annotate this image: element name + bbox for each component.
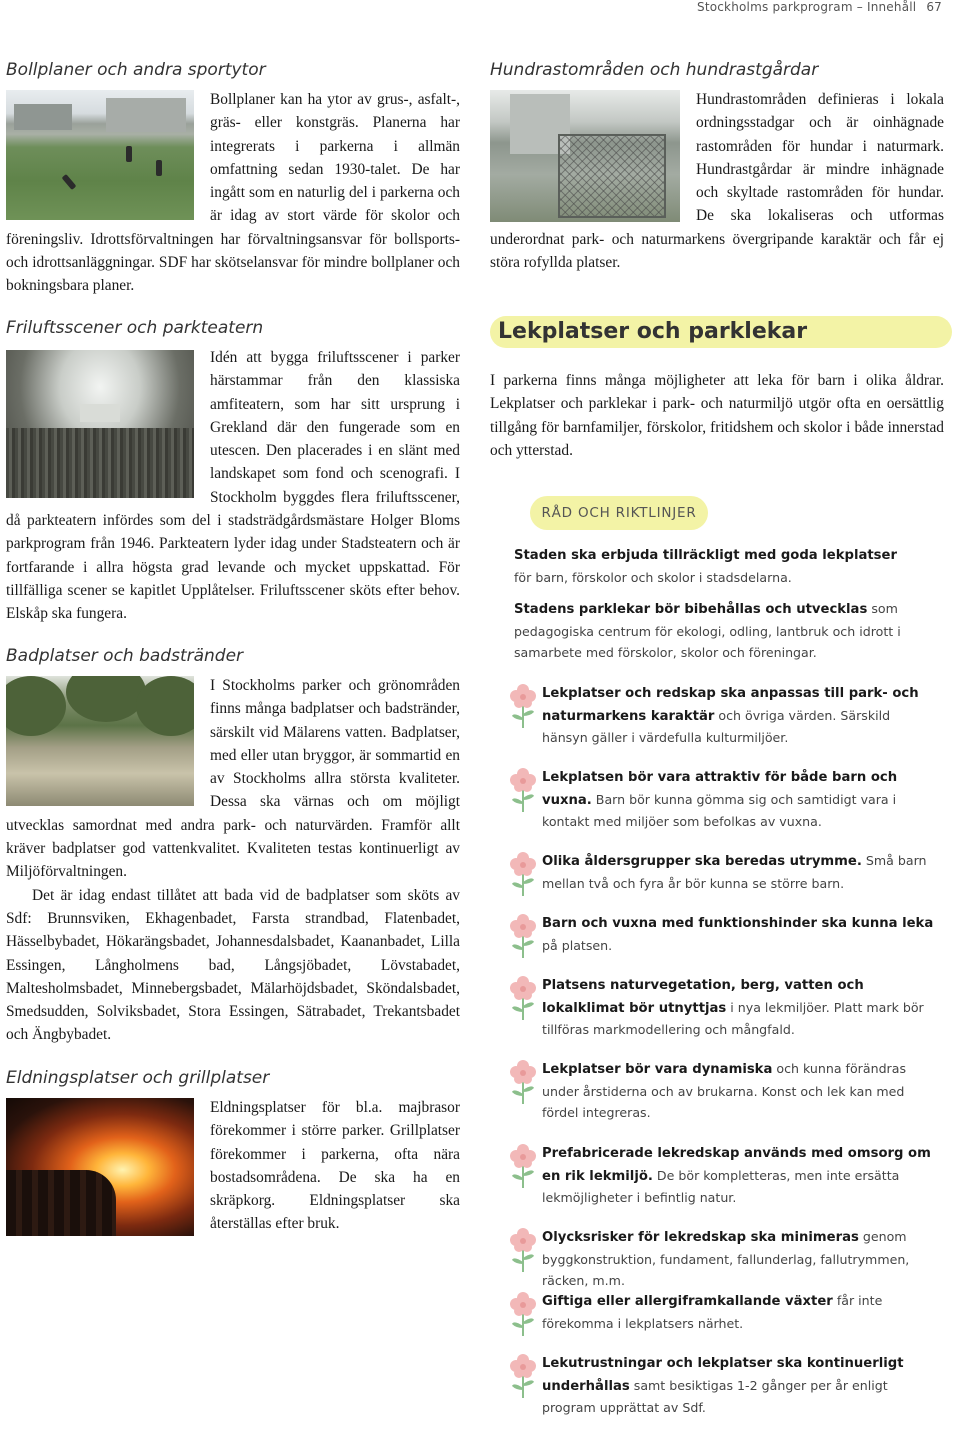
guideline-2: Stadens parklekar bör bibehållas och utvecklas som pedagogiska centrum för ekologi, odling, lantbruk och idrott i samarbete med förskolor, skolor och föreningar. [514,601,901,660]
rule-4: Barn och vuxna med funktionshinder ska kunna leka på platsen. [542,916,934,953]
sport-body [6,88,460,298]
flower-icon [508,682,538,730]
flower-icon [508,974,538,1022]
dogs-body [490,88,944,274]
rule-10: Lekutrustningar och lekplatser ska kontinuerligt underhållas samt besiktigas 1-2 gånger per år enligt program upprättat av Sdf. [542,1356,904,1415]
rule-1: Lekplatser och redskap ska anpassas till park- och naturmarkens karaktär och övriga värden. Särskild hänsyn gäller i värdefulla kulturmiljöer. [542,686,919,745]
bonfire-photo [6,1098,194,1236]
beach-list-text: Det är idag endast tillåtet att bada vid de badplatser som sköts av Sdf: Brunnsviken, Ekhagenbadet, Farsta strandbad, Flatenbadet, Hässelbybadet, Hökarängsbadet, Johannesdalsbadet, Kaananbadet, Lilla Essingen, Långholmens bad, Långsjöbadet, Lövstabadet, Maltesholmsbadet, Minnebergsbadet, Mälarhöjdsbadet, Sköndalsbadet, Smedsudden, Solviksbadet, Stora Essingen, Sätrabadet, Trekantsbadet och Ängbybadet. [6,886,460,1044]
football-field-photo [6,90,194,220]
dog-area-photo [490,90,680,222]
fire-text: Eldningsplatser för bl.a. majbrasor förekommer i större parker. Grillplatser förekommer i parkerna, ofta nära bostadsområdena. De ska ha en skräpkorg. Eldningsplatser ska återställas efter bruk. [210,1099,460,1233]
section-title-play: Lekplatser och parklekar [490,316,952,348]
beach-body [6,674,460,1047]
rule-5: Platsens naturvegetation, berg, vatten och lokalklimat bör utnyttjas i nya lekmiljöer. Platt mark bör tillföras markmodellering och mångfald. [542,978,924,1037]
rule-2: Lekplatsen bör vara attraktiv för både barn och vuxna. Barn bör kunna gömma sig och samtidigt vara i kontakt med miljöer som befolkas av vuxna. [542,770,898,829]
fire-body [6,1096,460,1240]
page-number: 67 [926,0,942,14]
rule-6: Lekplatser bör vara dynamiska och kunna förändras under årstiderna och av brukarna. Konst och lek kan med fördel integreras. [542,1061,907,1120]
beach-photo [6,676,194,806]
play-text: I parkerna finns många möjligheter att leka för barn i olika åldrar. Lekplatser och parklekar i park- och naturmiljö utgör ofta en oersättlig tillgång för barnfamiljer, förskolor, fritidshem och skolor i både innerstad och ytterstad. [490,372,944,459]
flower-icon [508,1142,538,1190]
rule-7: Prefabricerade lekredskap används med omsorg om en rik lekmiljö. De bör kompletteras, men inte ersätta lekmöjligheter i befintlig natur. [542,1146,931,1205]
guideline-1: Staden ska erbjuda tillräckligt med goda lekplatser för barn, förskolor och skolor i stadsdelarna. [514,548,897,585]
rule-3: Olika åldersgrupper ska beredas utrymme. Små barn mellan två och fyra år bör kunna se större barn. [542,853,927,891]
flower-icon [508,1352,538,1400]
running-title: Stockholms parkprogram – Innehåll [697,0,917,14]
flower-icon [508,850,538,898]
section-title-fire: Eldningsplatser och grillplatser [6,1068,270,1088]
section-title-theatre: Friluftsscener och parkteatern [6,318,264,338]
open-air-theatre-photo [6,350,194,498]
section-title-beach: Badplatser och badstränder [6,646,244,666]
flower-icon [508,1226,538,1274]
running-head [697,0,942,14]
section-title-sport: Bollplaner och andra sportytor [6,60,266,80]
play-body [490,369,944,462]
flower-icon [508,1290,538,1338]
sport-text: Bollplaner kan ha ytor av grus-, asfalt-, gräs- eller konstgräs. Planerna har integrerats i parkerna i allmän omfattning sedan 1930-talet. De har ingått som en naturlig del i parkerna och är idag av stort värde för skolor och föreningsliv. Idrottsförvaltningen har förvaltningsansvar för bollsports- och idrottsanläggningar. SDF har skötselansvar för mindre bollplaner och bokningsbara planer. [6,91,460,295]
guidelines-tag: RÅD OCH RIKTLINJER [530,496,708,530]
beach-text: I Stockholms parker och grönområden finns många badplatser och badstränder, särskilt vid Mälarens vatten. Badplatser, med eller utan bryggor, är sommartid en av Stockholms allra största kvaliteter. Dessa ska värnas och om möjligt utvecklas samordnat med andra park- och naturvärden. Framför allt kräver badplatser god vattenkvalitet. Kvaliteten testas kontinuerligt av Miljöförvaltningen. [6,677,460,881]
dogs-text: Hundrastområden definieras i lokala ordningsstadgar och är oinhägnade rastområden för hundar i naturmark. Hundrastgårdar är mindre inhägnade och skyltade rastområden för hundar. De ska lokaliseras och utformas underordnat park- och naturmarkens övergripande karaktär och får ej störa rofyllda platser. [490,91,944,272]
flower-icon [508,766,538,814]
flower-icon [508,1058,538,1106]
section-title-dogs: Hundrastområden och hundrastgårdar [490,60,819,80]
theatre-text: Idén att bygga friluftsscener i parker härstammar från den klassiska amfiteatern, som har sitt ursprung i Grekland där den fungerade som en utescen. Den placerades i en slänt med landskapet som fond och scenografi. I Stockholm byggdes flera friluftsscener, då parkteatern infördes som del i stadsträdgårdsmästare Holger Bloms parkprogram från 1946. Parkteatern lyder idag under Stadsteatern och är fortfarande i allra högsta grad levande och mycket uppskattad. För tillfälliga scener se kapitlet Upplåtelser. Friluftsscener sköts efter behov. Elskåp ska fungera. [6,349,460,623]
rule-8: Olycksrisker för lekredskap ska minimeras genom byggkonstruktion, fundament, fallunderlag, fallutrymmen, räcken, m.m. [542,1229,910,1288]
rule-9: Giftiga eller allergiframkallande växter får inte förekomma i lekplatsers närhet. [542,1293,883,1331]
theatre-body [6,346,460,626]
flower-icon [508,912,538,960]
